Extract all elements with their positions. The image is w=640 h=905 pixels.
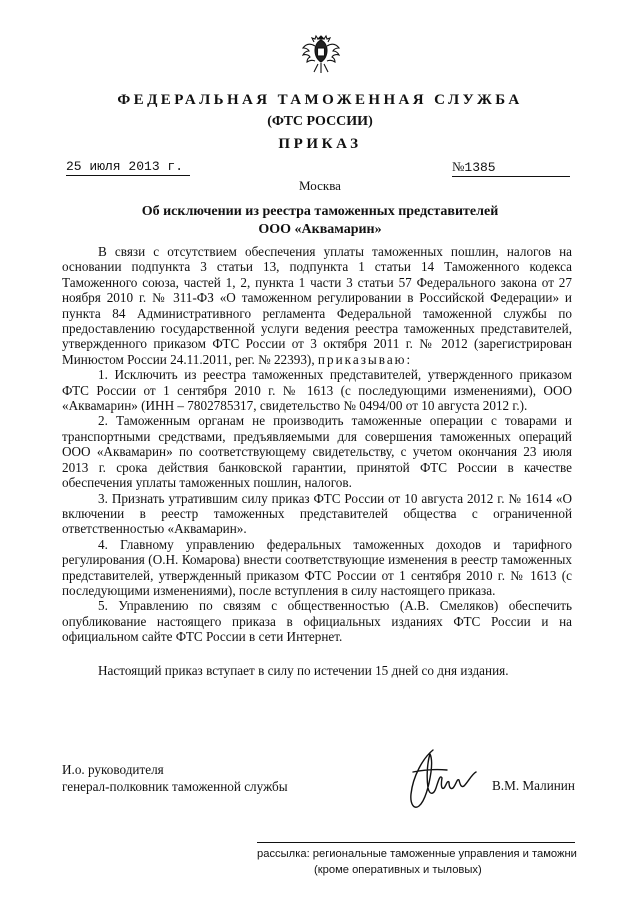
handwritten-signature (395, 742, 505, 822)
document-date: 25 июля 2013 г. (66, 159, 190, 176)
title-line-1: Об исключении из реестра таможенных представителей (141, 204, 499, 219)
document-type: ПРИКАЗ (278, 136, 362, 152)
signer-name: В.М. Малинин (492, 778, 575, 793)
preamble-text: В связи с отсутствием обеспечения уплаты таможенных пошлин, налогов на основании подпункта 3 статьи 13, подпункта 1 статьи 14 Таможенного кодекса Таможенного союза, частей 1, 2, пункта 1 части 3 статьи 57 Федерального закона от 27 ноября 2010 г. № 311-ФЗ «О таможенном регулировании в Российской Федерации» и пункта 84 Административного регламента Федеральной таможенной службы по предоставлению государственной услуги ведения реестра таможенных представителей, утвержденного приказом ФТС России от 3 октября 2011 г. № 2012 (зарегистрирован Минюстом России 24.11.2011, рег. № 22393), (62, 244, 572, 367)
document-city: Москва (299, 178, 341, 193)
document-body (62, 244, 572, 678)
organization-short-name: (ФТС РОССИИ) (267, 114, 373, 129)
item-2: 2. Таможенным органам не производить таможенные операции с товарами и транспортными средствами, предъявляемыми для совершения таможенных операций ООО «Аквамарин» по соответствующему свидетельству, с учетом окончания 23 июля 2013 г. срока действия банковской гарантии, принятой ФТС России в качестве обеспечения уплаты таможенных пошлин, налогов. (62, 413, 572, 491)
effective-paragraph: Настоящий приказ вступает в силу по истечении 15 дней со дня издания. (98, 662, 509, 678)
signer-position-line-1: И.о. руководителя (62, 762, 164, 777)
order-word: приказываю: (317, 351, 413, 367)
item-4: 4. Главному управлению федеральных таможенных доходов и тарифного регулирования (О.Н. Комарова) внести соответствующие изменения в реестр таможенных представителей, утвержденный приказом ФТС России от 1 сентября 2010 г. № 1613 (с последующими изменениями), после вступления в силу настоящего приказа. (62, 536, 572, 598)
signer-position (62, 761, 288, 795)
item-3: 3. Признать утратившим силу приказ ФТС России от 10 августа 2012 г. № 1614 «О включении в реестр таможенных представителей общества с ограниченной ответственностью «Аквамарин». (62, 490, 572, 537)
preamble-paragraph (62, 244, 572, 367)
signer-position-line-2: генерал-полковник таможенной службы (62, 779, 288, 794)
distribution-line-2: (кроме оперативных и тыловых) (314, 864, 482, 876)
item-1: 1. Исключить из реестра таможенных представителей, утвержденного приказом ФТС России от 1 сентября 2010 г. № 1613 (с последующими изменениями), ООО «Аквамарин» (ИНН – 7802785317, свидетельство № 0494/00 от 10 августа 2012 г.). (62, 367, 572, 414)
title-line-2: ООО «Аквамарин» (258, 222, 382, 237)
number-label: № (452, 159, 465, 174)
document-number (452, 159, 570, 177)
item-5: 5. Управлению по связям с общественностью (А.В. Смеляков) обеспечить опубликование настоящего приказа в официальных изданиях ФТС России и на официальном сайте ФТС России в сети Интернет. (62, 598, 572, 645)
distribution-line-1: рассылка: региональные таможенные управления и таможни (257, 848, 577, 860)
distribution-divider (257, 842, 575, 843)
number-value: 1385 (464, 160, 496, 175)
distribution-list (257, 846, 577, 878)
document-title (0, 203, 640, 239)
coat-of-arms-icon (300, 30, 342, 80)
organization-name: ФЕДЕРАЛЬНАЯ ТАМОЖЕННАЯ СЛУЖБА (117, 92, 523, 108)
